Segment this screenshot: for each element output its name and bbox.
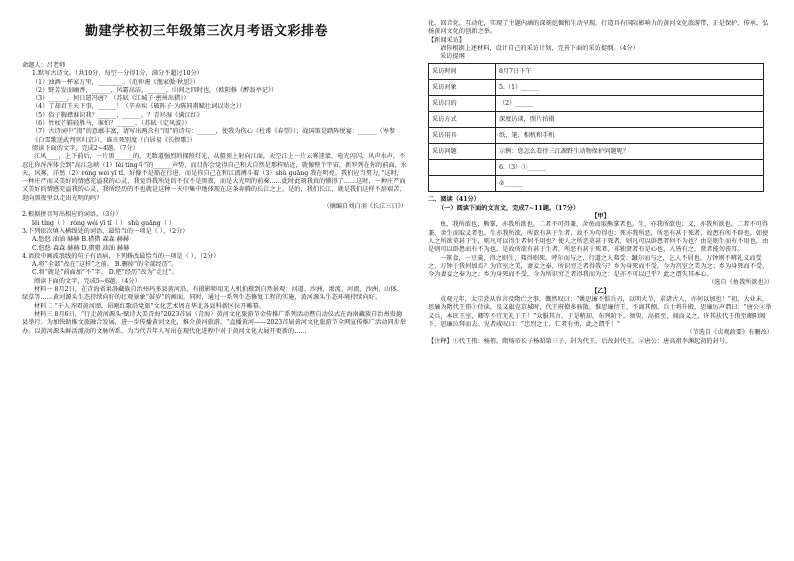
interview-key: 采访目的 [429,96,496,112]
interview-key [429,160,496,176]
q3-options-1: A.悠悠 油油 赫赫 B.猎猎 森森 赫赫 [32,236,130,244]
left-lines-line: 1.默写古诗文。（共10分，每空一分得1分，满分不超过10分） [32,70,203,78]
left-lines-line: （7）古诗词中“闺”的意蕴丰富，请写出两含有“闺”的诗句：______，使我为伤心（杜甫《春望》）；战国策是踏阵悦宴：______（岑参《白雪歌送武判官归京》），谁言死别度（白居易《长恨歌》） [32,128,396,144]
section-2-sub: （一）阅读下面的文言文，完成7~11题。（17分） [438,204,580,212]
jia-label: 【甲】 [591,213,610,221]
reading-intro: 阅读下面的文字，完成5~6题。（4分） [34,277,141,285]
jia-text-line: 鱼，我所欲也；熊掌，亦我所欲也。二者不可得兼，舍鱼而取熊掌者也。生，亦我所欲也；义，亦我所欲也。二者不可得兼，舍生而取义者也。生亦我所欲，所欲有甚于生者，故不为苟得也；死亦我所恶，所恶有甚于死者，故患有所不辟也。如使人之所欲莫甚于生，则凡可以得生者何不用也？使人之所恶莫甚于死者，则凡可以辟患者何不为也？由是则生而有不用也，由是则可以辟患而有不为也。是故所欲有甚于生者，所恶有甚于死者，非独贤者有是心也，人皆有之，贤者能勿丧耳。 [428,221,769,254]
right-top-line: 化，回音化，互动化，实现了主题内涵的深刻挖掘和生动呈现，打造具有国际影响力的黄河文化旅游带，正是保护、传承、弘扬黄河文化的创新之举。 [428,20,769,36]
left-lines-line: （2）野芳发而幽香，______，风霜高洁，______，山间之四时也。（欧阳修《醉翁亭记》） [32,86,278,94]
interview-table [428,63,764,192]
left-lines-line: 阅读下面的文字，完成2~4题。（7分） [32,144,139,152]
interview-row [429,80,764,96]
interview-value: 6.（3）①______ [496,160,764,176]
q2-answers: lěi tíng（ ） róng wéi yī tǐ（ ） shǔ guāng（ ） [32,219,176,227]
q4-options-1: A.将“全部”改在“这样”之前。 B.删掉“的全部经历”。 [32,261,178,269]
interview-row [429,160,764,176]
jia-source: （选自《鱼我所欲也》） [708,279,773,287]
interview-value: 深度访谈，照片拍摄 [496,112,764,128]
material-3: 材料三 8月6日，“行走黄河源头·赋诗大美青海”2023首届（青海）黄河文化旅游节金传推广系列活动暨自动仪式在海南藏族自治州贵德县举行。为加快助推文旅融合发展，进一步传播黄河文化，推介黄河旅游，“直播黄河——2023首届黄河文化旅游节全网宣传推广活动同步举办。以黄河源头鲜活流动的文脉所系，为当代青年人写出在现代化进程中对于黄河文化大展开更新的…… [22,310,406,335]
q3: 3.下列依次填入横线处的词语，最恰当的一项是（ ）。（2分） [22,227,189,235]
left-lines-line: （5）俗子胸襟谁识我？______，______。？青衫湿《满江红》 [32,111,203,119]
interview-row [429,128,764,144]
left-column [22,62,407,336]
q3-options-2: C.悠悠 森森 赫赫 D.猎猎 油油 赫赫 [32,244,130,252]
interview-value: 示例：您怎么看待三江源野生动物保护问题呢？ [496,144,764,160]
left-lines-line: （1）浊酒一杯家万里，________。（范仲淹《渔家傲·秋思》） [32,78,199,86]
exam-title: 勤建学校初三年级第三次月考语文彩排卷 [84,24,328,39]
interview-key: 采访问题 [429,144,496,160]
news-task: 请你根据上述材料，设计自己的采访计划，完善下面的采访提纲。（4分） [440,44,639,52]
interview-value: （2）______ [496,96,764,112]
interview-key: 采访时间 [429,64,496,80]
interview-value: 纸、笔、相机和手机 [496,128,764,144]
material-3-cont [428,20,773,37]
material-2: 材料二 “千人齐唱黄河颂，昂刚红歌沿党旅”文化艺术周在华北各县科新区拉开帷幕。 [34,302,266,310]
author-line: 命题人：吕老师 [22,62,66,69]
yi-source: （节选自《贞观政要》有删改） [686,329,773,337]
material-1: 材料一 8月2日，在青海省果洛藏族自治州玛多县黄河沿，有摄影师用无人机拍摄到自然景观：河道、沙洲、渗流、河流、沙洲、山体、绿草等……黄河源头生态持续向好的壮观景象“鼓岁”的画面。同时，通过一系列生态修复工程的实施，黄河源头生态环境持续向好。 [22,286,403,302]
passage-source: （摘编自刘白羽《长江三日》） [323,203,407,211]
interview-value: 5.（1）______ [496,80,764,96]
left-lines-line: （3）______，何日遣冯唐？（苏轼《江城子·密州出猎》） [32,95,190,103]
interview-key: 采访用具 [429,128,496,144]
jia-text [428,221,773,279]
interview-row [429,112,764,128]
yi-text: 贞观元年，太宗尝从容言及隋亡之事，慨然叹曰：“姚思廉不惧兵刃，以明大节，求诸古人，亦何以加也！”初，大业末，思廉为隋代王侑①侍读，及义旗克京城时，代王府僚多骇散，惟思廉侍王，不离其侧。兵士将升殿，思廉厉声谓曰：“唐公②举义兵，本匡王室，卿等不宜无礼于王！”众服其言，于是稍却，布列阶下。须臾，高祖至，闻而义之，许其扶代王侑至顺阳阁下，思廉泣拜而去。见者咸叹曰：“忠烈之士，仁者有勇，此之谓乎！” [428,296,772,328]
interview-key: 采访对象 [429,80,496,96]
q4: 4.语段中画波浪线的句子有语病，下列修改最恰当的一项是（ ）。（2分） [22,252,220,260]
interview-value: ②______ [496,176,764,192]
left-lines-line: （6）竹杖芒鞋轻胜马，谁怕？______。（苏轼《定风波》） [32,120,191,128]
q1-lines [22,70,407,153]
interview-row [429,64,764,80]
interview-key [429,176,496,192]
interview-row [429,144,764,160]
interview-row [429,96,764,112]
section-2-title: 二、阅读（41分） [428,196,480,204]
interview-key: 采访方式 [429,112,496,128]
left-lines-line: （4）了却君王天下事，______！（辛弃疾《破阵子·为陈同甫赋壮词以寄之》） [32,103,246,111]
right-column [428,20,773,346]
interview-value: 8月7日下午 [496,64,764,80]
outline-title: 采访提纲 [440,53,465,61]
left-passage-line: 江风____，上下前后，一片黑______的，无数道强烈的探照灯光，从船顶上射向江面，天空江上一片云雾迷蒙，电光闪闪，风声水声，不忍让你浑浑体会到“高江急峡（1）lěi tíng斗”的______声势，而目你会觉得自己和大自然是那样贴近，就像整个宇宙，新罗列在你的前面。水天，风雾，洋然（2）róng wéi yī tǐ，好像不是船在行进，而是你自己在和江流搏斗着（3）shǔ guāng 我在明亮。我们应当努力。”这时，一种庄严而又美好的情感充溢我的心灵，我觉得我所处的不仅不是黑夜，而是大光明的前奏……此时此刻我真的懂得了……这时，一种庄严而又美好的情感充溢我的心灵，我所经历的不也就是这种一天中集中地体现在这条奔腾的长江之上。是的，我们长江，就是我们这样不辞艰苦、迎向黑夜里以走出光明的吗？ [22,153,407,202]
notes: 【注释】①代王侑：杨侑，隋炀帝长子杨昭第三子，封为代王，后改封代王。②唐公：唐高祖李渊起初的封号。 [428,337,732,345]
yi-label: 【乙】 [591,287,610,295]
q2: 2.根据拼音写出相应的词语。（3分） [22,211,122,219]
passage [22,153,407,203]
q4-options-2: C.将“就是”前面加“不”字。 D.把“经历”改为“走过”。 [32,269,178,277]
news-label: 【新闻采访】 [428,36,466,44]
interview-row [429,176,764,192]
jia-text-line: 一箪食，一豆羹，得之则生，弗得则死。呼尔而与之，行道之人弗受；蹴尔而与之，乞人不屑也。万钟则不辨礼义而受之，万钟于我何加焉？为宫室之美，妻妾之奉，所识穷乏者得我与？乡为身死而不受，今为宫室之美为之；乡为身死而不受，今为妻妾之奉为之；乡为身死而不受，今为所识穷乏者得我而为之：是亦不可以已乎？此之谓失其本心。 [428,254,769,279]
